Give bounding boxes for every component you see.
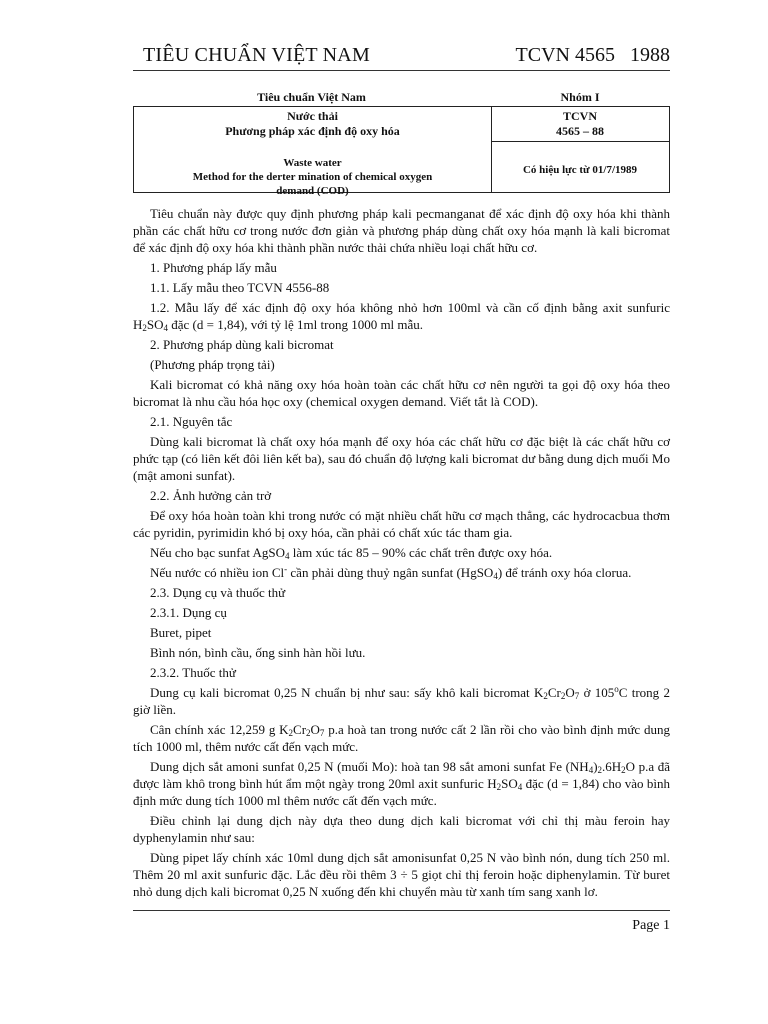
info-box xyxy=(133,106,670,197)
reagent-paragraph-3: Dung dịch sắt amoni sunfat 0,25 N (muối Mo): hoà tan 98 sắt amoni sunfat Fe $(NH_4)_2.6H_2O$ p.a đã được làm khô trong bình hút ẩm một ngày trong 20ml axit sunfuric $H_2SO_4$ đặc (d = 1,84) cho vào bình định mức dung tích 1000 ml thêm nước cất đến vạch mức. xyxy=(133,759,671,808)
box-horizontal-divider xyxy=(491,141,669,142)
group-caption: Nhóm I xyxy=(560,90,600,104)
equipment-item-2: Bình nón, bình cầu, ống sinh hàn hồi lưu. xyxy=(150,645,366,660)
header-divider xyxy=(133,70,670,71)
section-2-3-1-heading: 2.3.1. Dụng cụ xyxy=(150,605,227,620)
reagent-paragraph-5: Dùng pipet lấy chính xác 10ml dung dịch sắt amonisunfat 0,25 N vào bình nón, dung tích 250 ml. Thêm 20 ml axit sunfuric đặc. Lắc đều rồi thêm 3 ÷ 5 giọt chỉ thị feroin hoặc diphenylamin. Từ buret nhỏ dung dịch kali bicromat 0,25 N xuống đến khi chuyển màu từ xanh tím sang xanh lơ. xyxy=(133,850,670,899)
section-2-2-paragraph-2: Nếu cho bạc sunfat AgSO$_4$ làm xúc tác 85 – 90% các chất trên được oxy hóa. xyxy=(150,545,553,561)
effective-date: Có hiệu lực từ 01/7/1989 xyxy=(522,164,638,176)
standard-caption: Tiêu chuẩn Việt Nam xyxy=(257,90,366,104)
document-footer xyxy=(133,910,670,933)
document-body xyxy=(133,205,670,903)
reagent-paragraph-1: Dung cụ kali bicromat 0,25 N chuẩn bị như sau: sấy khô kali bicromat $K_2Cr_2O_7$ ở 105$^o$C trong 2 giờ liền. xyxy=(133,684,670,717)
vietnamese-title: Nước thải xyxy=(287,109,338,123)
section-2-1-heading: 2.1. Nguyên tắc xyxy=(150,414,233,429)
section-2-2-paragraph-3: Nếu nước có nhiều ion Cl- cần phải dùng thuỷ ngân sunfat (HgSO$_4$) để tránh oxy hóa clorua. xyxy=(150,564,632,581)
vietnamese-subtitle: Phương pháp xác định độ oxy hóa xyxy=(225,124,400,138)
intro-paragraph: Tiêu chuẩn này được quy định phương pháp kali pecmanganat để xác định độ oxy hóa khi thành phần các chất hữu cơ trong nước đơn giản và phương pháp dùng chất oxy hóa mạnh là kali bicromat để xác định độ oxy hóa khi thành phần nước thải chứa nhiều loại chất hữu cơ. xyxy=(133,206,670,255)
section-2-heading: 2. Phương pháp dùng kali bicromat xyxy=(150,337,334,352)
section-1-heading: 1. Phương pháp lấy mẫu xyxy=(150,260,277,275)
page-number: Page 1 xyxy=(632,918,670,933)
section-2-paragraph: Kali bicromat có khả năng oxy hóa hoàn toàn các chất hữu cơ nên người ta gọi độ oxy hóa theo bicromat là nhu cầu hóa học oxy (chemical oxygen demand. Viết tắt là COD). xyxy=(133,377,670,409)
section-2-1-paragraph: Dùng kali bicromat là chất oxy hóa mạnh để oxy hóa các chất hữu cơ đặc biệt là các chất hữu cơ phức tạp (có liên kết đôi liên kết ba), sau đó chuẩn độ lượng kali bicromat dư bằng dung dịch muối Mo (mật amoni sunfat). xyxy=(133,434,670,483)
section-2-3-heading: 2.3. Dụng cụ và thuốc thử xyxy=(150,585,286,600)
standard-code: TCVN 4565 1988 xyxy=(515,44,670,66)
reagent-paragraph-2: Cân chính xác 12,259 g $K_2Cr_2O_7$ p.a hoà tan trong nước cất 2 lần rồi cho vào bình định mức dung tích 1000 ml, thêm nước cất đến vạch mức. xyxy=(133,722,670,754)
footer-divider xyxy=(133,910,670,911)
section-2-subtitle: (Phương pháp trọng tải) xyxy=(150,357,275,372)
tcvn-code-number: 4565 – 88 xyxy=(556,124,604,138)
equipment-item-1: Buret, pipet xyxy=(150,625,212,640)
tcvn-code-label: TCVN xyxy=(562,109,597,123)
section-1-2: 1.2. Mẫu lấy để xác định độ oxy hóa không nhỏ hơn 100ml và cần cố định bằng axit sunfuric $H_2SO_4$ đặc (d = 1,84), với tỷ lệ 1ml trong 1000 ml mẫu. xyxy=(133,300,670,333)
reagent-paragraph-4: Điều chỉnh lại dung dịch này dựa theo dung dịch kali bicromat với chỉ thị màu feroin hay dyphenylamin như sau: xyxy=(133,813,670,845)
section-2-2-heading: 2.2. Ảnh hưởng cản trở xyxy=(150,488,272,503)
english-title-line1: Waste water xyxy=(283,157,342,169)
english-title-line2: Method for the derter mination of chemical oxygen xyxy=(192,171,433,183)
standard-title: TIÊU CHUẨN VIỆT NAM xyxy=(143,44,370,66)
document-header xyxy=(133,40,670,70)
section-2-3-2-heading: 2.3.2. Thuốc thử xyxy=(150,665,236,680)
section-2-2-paragraph-1: Để oxy hóa hoàn toàn khi trong nước có mặt nhiều chất hữu cơ mạch thẳng, các hydrocacbua thơm các pyridin, pyrimidin khó bị oxy hóa, cần phải có chất xúc tác tham gia. xyxy=(133,508,670,540)
english-title-line3: demand (COD) xyxy=(276,185,349,197)
section-1-1: 1.1. Lấy mẫu theo TCVN 4556-88 xyxy=(150,280,330,295)
